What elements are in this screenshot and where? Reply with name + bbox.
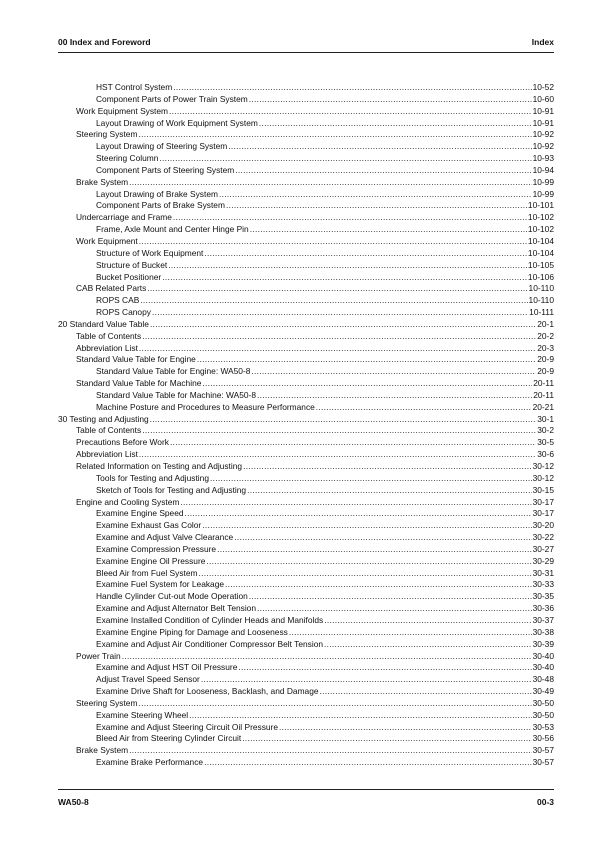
toc-entry-title: Steering Column [96,153,159,164]
dot-leader [204,757,532,769]
dot-leader [316,402,532,414]
toc-entry-title: HST Control System [96,82,173,92]
toc-entry-title: Examine Exhaust Gas Color [96,520,202,531]
dot-leader [168,260,527,272]
toc-entry-title: Layout Drawing of Brake System [96,188,218,199]
toc-entry-page: 30-1 [537,413,554,424]
toc-entry-page: 30-6 [537,449,554,460]
toc-entry[interactable] [58,260,554,272]
toc-entry-title: Examine Engine Piping for Damage and Looseness [96,626,288,637]
toc-entry-title: Examine and Adjust Alternator Belt Tension [96,603,256,614]
dot-leader [122,651,532,663]
toc-entry-page: 10-110 [528,283,554,294]
toc-entry-title: Examine Compression Pressure [96,543,217,554]
dot-leader [204,248,527,260]
toc-entry-title: Structure of Work Equipment [96,247,204,258]
dot-leader [251,366,536,378]
toc-entry[interactable] [58,544,554,556]
toc-entry-page: 30-33 [532,579,554,590]
toc-entry-page: 10-110 [528,295,554,306]
toc-entry-page: 10-104 [527,235,554,246]
toc-entry-page: 20-9 [537,354,554,365]
toc-entry-title: 30 Testing and Adjusting [58,413,149,424]
toc-entry[interactable] [58,402,554,414]
dot-leader [139,236,527,248]
dot-leader [324,639,532,651]
toc-entry-page: 20-3 [537,342,554,353]
dot-leader [217,544,531,556]
toc-entry[interactable] [58,485,554,497]
toc-entry-title: Standard Value Table for Engine: WA50-8 [96,366,251,377]
toc-entry-page: 10-93 [532,153,554,164]
toc-entry[interactable] [58,248,554,260]
toc-entry-title: Steering System [76,697,138,708]
toc-entry-title: Precautions Before Work [76,437,169,448]
toc-entry-title: Standard Value Table for Machine: WA50-8 [96,389,256,400]
toc-entry-title: Tools for Testing and Adjusting [96,472,209,483]
toc-entry[interactable] [58,283,554,295]
header-index-label: Index [531,37,554,47]
toc-entry-page: 30-40 [532,650,554,661]
dot-leader [234,532,531,544]
toc-entry-page: 10-102 [527,212,554,223]
toc-entry[interactable] [58,674,554,686]
toc-entry-title: Examine Engine Speed [96,508,184,519]
toc-entry-page: 10-91 [532,117,554,128]
toc-entry-title: Standard Value Table for Machine [76,378,202,389]
toc-entry-title: Steering System [76,129,138,140]
dot-leader [129,745,531,757]
toc-entry-title: Examine Installed Condition of Cylinder Heads and Manifolds [96,614,324,625]
toc-entry-page: 10-92 [532,141,554,152]
toc-entry-title: Bleed Air from Fuel System [96,567,198,578]
toc-entry-title: Related Information on Testing and Adjusting [76,461,243,471]
toc-entry-title: Handle Cylinder Cut-out Mode Operation [96,591,248,602]
dot-leader [257,390,532,402]
toc-entry-title: Bleed Air from Steering Cylinder Circuit [96,733,242,744]
toc-entry[interactable] [58,437,554,449]
dot-leader [169,106,532,118]
toc-entry[interactable] [58,343,554,355]
toc-entry-title: Examine Steering Wheel [96,709,189,720]
dot-leader [139,449,536,461]
toc-entry[interactable] [58,497,554,509]
toc-entry-page: 30-50 [532,709,554,720]
dot-leader [257,603,532,615]
dot-leader [242,733,531,745]
dot-leader [189,710,531,722]
toc-entry[interactable] [58,390,554,402]
toc-entry-page: 30-49 [532,686,554,697]
toc-entry[interactable] [58,520,554,532]
footer-divider [58,789,554,790]
toc-entry-page: 20-9 [537,366,554,377]
model-number: WA50-8 [58,797,89,807]
dot-leader [173,82,531,94]
dot-leader [202,378,532,390]
toc-entry[interactable] [58,378,554,390]
toc-entry[interactable] [58,532,554,544]
toc-entry[interactable] [58,627,554,639]
toc-entry-title: Component Parts of Brake System [96,200,225,211]
toc-entry[interactable] [58,354,554,366]
dot-leader [159,153,531,165]
toc-entry[interactable] [58,212,554,224]
dot-leader [235,165,531,177]
dot-leader [243,461,532,473]
toc-entry[interactable] [58,272,554,284]
toc-entry-page: 30-48 [532,674,554,685]
toc-entry-page: 30-57 [532,745,554,756]
toc-entry-page: 10-91 [532,105,554,116]
dot-leader [152,307,528,319]
toc-entry[interactable] [58,295,554,307]
toc-entry[interactable] [58,129,554,141]
toc-entry[interactable] [58,177,554,189]
toc-entry[interactable] [58,118,554,130]
dot-leader [197,354,536,366]
toc-entry-title: Work Equipment [76,235,138,246]
dot-leader [249,94,532,106]
toc-entry-title: Work Equipment System [76,105,169,116]
toc-entry-title: Bucket Positioner [96,271,162,282]
toc-entry-page: 30-12 [532,472,554,483]
dot-leader [142,331,536,343]
toc-entry[interactable] [58,153,554,165]
toc-entry[interactable] [58,686,554,698]
dot-leader [247,485,532,497]
toc-entry-page: 20-11 [533,378,554,389]
dot-leader [279,722,532,734]
toc-entry-page: 10-111 [529,307,554,318]
toc-entry[interactable] [58,615,554,627]
toc-entry-title: Table of Contents [76,425,142,436]
dot-leader [138,129,531,141]
toc-entry-page: 10-104 [527,247,554,258]
toc-entry[interactable] [58,94,554,106]
dot-leader [259,118,532,130]
dot-leader [250,224,527,236]
dot-leader [138,698,531,710]
toc-entry[interactable] [58,307,554,319]
toc-entry-page: 10-106 [527,271,554,282]
toc-entry-title: ROPS Canopy [96,307,151,318]
toc-entry[interactable] [58,141,554,153]
page-footer [58,797,554,811]
toc-entry-page: 30-29 [532,555,554,566]
toc-entry[interactable] [58,165,554,177]
dot-leader [324,615,531,627]
dot-leader [147,283,527,295]
toc-entry[interactable] [58,319,554,331]
toc-entry[interactable] [58,366,554,378]
toc-entry[interactable] [58,591,554,603]
toc-entry[interactable] [58,106,554,118]
toc-entry-page: 10-101 [527,200,554,211]
toc-entry-title: Table of Contents [76,330,142,341]
toc-entry[interactable] [58,662,554,674]
toc-entry[interactable] [58,568,554,580]
toc-entry-title: Power Train [76,650,121,661]
toc-entry[interactable] [58,331,554,343]
toc-entry-title: Structure of Bucket [96,259,168,270]
toc-entry-page: 30-17 [532,508,554,519]
dot-leader [162,272,527,284]
header-divider [58,52,554,53]
dot-leader [173,212,527,224]
toc-entry[interactable] [58,82,554,94]
toc-entry-page: 10-92 [532,129,554,140]
toc-entry[interactable] [58,698,554,710]
dot-leader [289,627,532,639]
toc-entry[interactable] [58,733,554,745]
toc-entry-title: Standard Value Table for Engine [76,354,196,365]
toc-entry-page: 10-99 [532,176,554,187]
dot-leader [129,177,531,189]
toc-entry[interactable] [58,224,554,236]
dot-leader [150,414,537,426]
toc-entry[interactable] [58,710,554,722]
toc-entry[interactable] [58,189,554,201]
toc-entry[interactable] [58,651,554,663]
toc-entry-page: 20-21 [532,401,554,412]
dot-leader [150,319,536,331]
toc-entry-page: 30-38 [532,626,554,637]
page-header [58,37,554,51]
toc-entry-page: 20-2 [537,330,554,341]
toc-entry-title: Examine Brake Performance [96,757,204,768]
toc-entry-title: Examine Drive Shaft for Looseness, Backlash, and Damage [96,686,319,697]
toc-entry[interactable] [58,236,554,248]
dot-leader [228,141,531,153]
dot-leader [139,343,536,355]
toc-entry-page: 30-57 [532,757,554,768]
toc-entry[interactable] [58,200,554,212]
toc-entry[interactable] [58,461,554,473]
dot-leader [142,425,536,437]
toc-entry-title: 20 Standard Value Table [58,318,149,329]
toc-entry[interactable] [58,556,554,568]
section-title: 00 Index and Foreword [58,37,151,47]
toc-entry-page: 10-52 [532,82,554,92]
toc-entry-page: 10-102 [527,224,554,235]
dot-leader [226,200,527,212]
dot-leader [198,568,531,580]
toc-entry[interactable] [58,449,554,461]
toc-entry-title: Layout Drawing of Steering System [96,141,228,152]
toc-entry[interactable] [58,579,554,591]
toc-entry-page: 30-31 [532,567,554,578]
dot-leader [202,520,531,532]
toc-entry-title: Examine Engine Oil Pressure [96,555,206,566]
toc-entry[interactable] [58,722,554,734]
toc-entry-title: Brake System [76,176,129,187]
dot-leader [320,686,532,698]
dot-leader [225,579,532,591]
toc-entry-title: Component Parts of Power Train System [96,93,248,104]
toc-entry-page: 10-94 [532,164,554,175]
toc-entry-page: 30-37 [532,614,554,625]
toc-entry-page: 30-56 [532,733,554,744]
table-of-contents [58,82,554,769]
toc-entry-page: 30-53 [532,721,554,732]
toc-entry-page: 30-12 [532,461,554,471]
toc-entry-title: Machine Posture and Procedures to Measure Performance [96,401,315,412]
toc-entry[interactable] [58,745,554,757]
toc-entry-title: Examine and Adjust HST Oil Pressure [96,662,238,673]
toc-entry-page: 30-15 [532,484,554,495]
dot-leader [180,497,531,509]
toc-entry-title: Undercarriage and Frame [76,212,172,223]
toc-entry-title: Examine and Adjust Air Conditioner Compressor Belt Tension [96,638,324,649]
toc-entry-page: 30-20 [532,520,554,531]
toc-entry-page: 10-60 [532,93,554,104]
toc-entry-page: 30-2 [537,425,554,436]
dot-leader [238,662,531,674]
toc-entry[interactable] [58,473,554,485]
toc-entry-page: 20-11 [533,389,554,400]
dot-leader [201,674,532,686]
toc-entry-page: 30-50 [532,697,554,708]
toc-entry-page: 30-35 [532,591,554,602]
toc-entry[interactable] [58,603,554,615]
toc-entry-page: 30-27 [532,543,554,554]
dot-leader [219,189,532,201]
toc-entry-page: 20-1 [537,318,554,329]
dot-leader [185,508,532,520]
toc-entry-title: ROPS CAB [96,295,140,306]
toc-entry-title: Component Parts of Steering System [96,164,235,175]
toc-entry[interactable] [58,414,554,426]
toc-entry-title: Adjust Travel Speed Sensor [96,674,200,685]
page-number: 00-3 [536,797,554,807]
toc-entry[interactable] [58,639,554,651]
toc-entry[interactable] [58,425,554,437]
dot-leader [210,473,532,485]
toc-entry-page: 30-5 [537,437,554,448]
toc-entry-title: Examine and Adjust Steering Circuit Oil Pressure [96,721,279,732]
toc-entry-title: Examine and Adjust Valve Clearance [96,532,234,543]
toc-entry-page: 30-39 [532,638,554,649]
toc-entry-page: 10-105 [527,259,554,270]
dot-leader [170,437,536,449]
toc-entry-title: Abbreviation List [76,342,138,353]
dot-leader [206,556,531,568]
toc-entry-title: Engine and Cooling System [76,496,180,507]
dot-leader [249,591,532,603]
toc-entry-title: Examine Fuel System for Leakage [96,579,225,590]
toc-entry-page: 30-36 [532,603,554,614]
toc-entry-title: CAB Related Parts [76,283,147,294]
toc-entry-title: Brake System [76,745,129,756]
toc-entry-title: Layout Drawing of Work Equipment System [96,117,258,128]
toc-entry-page: 30-40 [532,662,554,673]
toc-entry[interactable] [58,508,554,520]
dot-leader [140,295,527,307]
toc-entry-page: 30-22 [532,532,554,543]
toc-entry-title: Frame, Axle Mount and Center Hinge Pin [96,224,249,235]
toc-entry[interactable] [58,757,554,769]
toc-entry-title: Abbreviation List [76,449,138,460]
toc-entry-page: 10-99 [532,188,554,199]
toc-entry-title: Sketch of Tools for Testing and Adjusting [96,484,247,495]
toc-entry-page: 30-17 [532,496,554,507]
